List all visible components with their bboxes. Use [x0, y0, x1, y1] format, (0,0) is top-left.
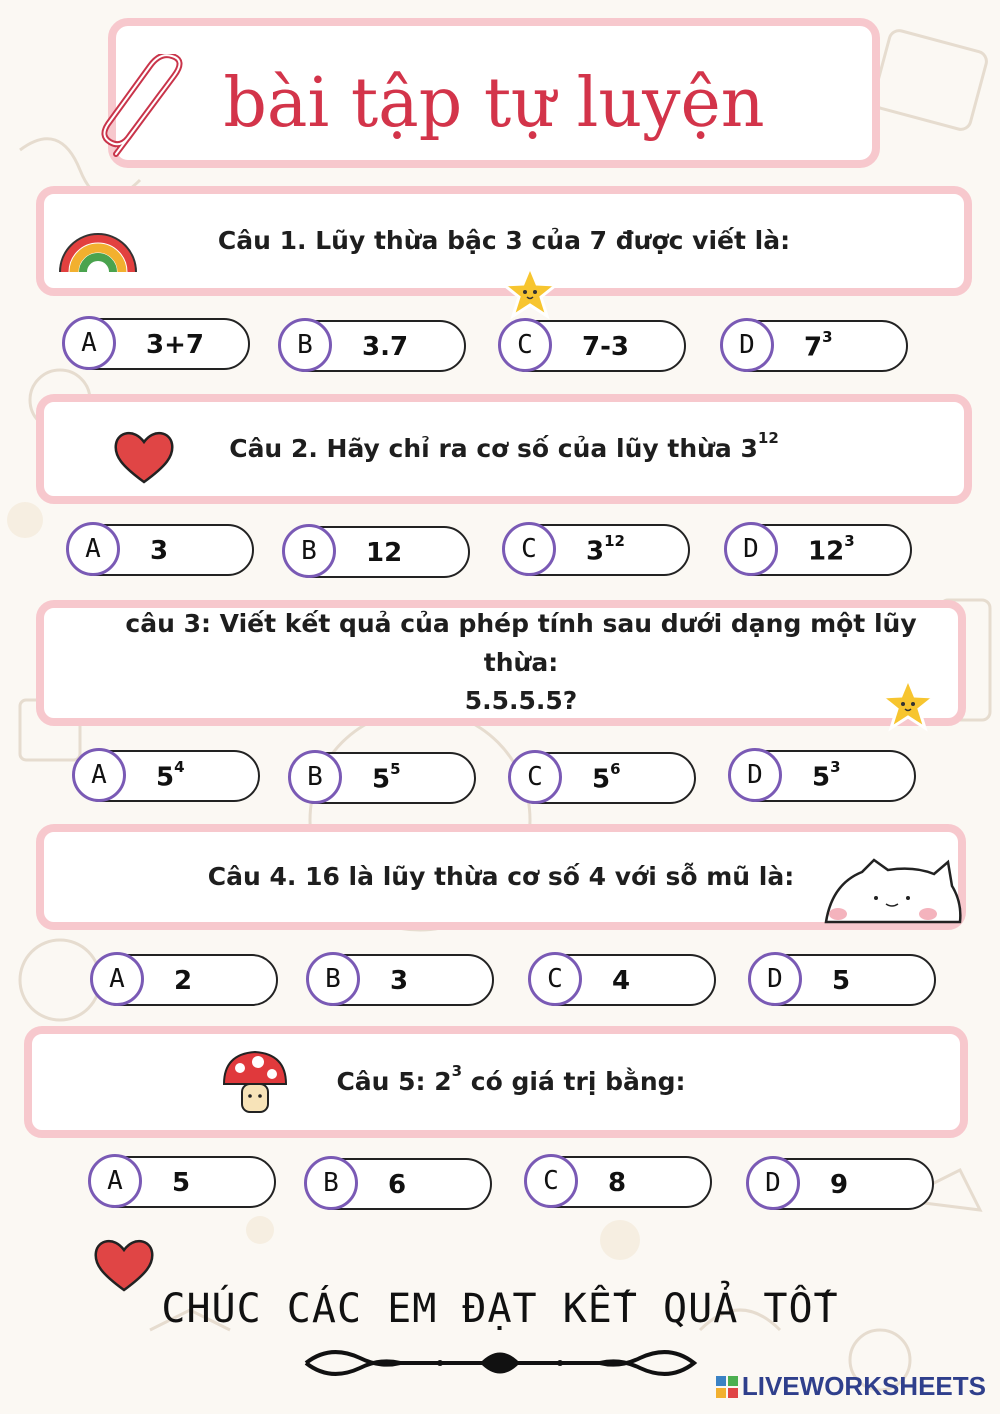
option-answer: 5 [832, 966, 851, 996]
option-letter: D [748, 952, 802, 1006]
option-answer: 12 [366, 538, 403, 568]
question-5-box [24, 1026, 968, 1138]
footer-message: CHÚC CÁC EM ĐẠT KẾT QUẢ TỐT [161, 1286, 839, 1332]
question-2-text: Câu 2. Hãy chỉ ra cơ số của lũy thừa $3^{12}$ [229, 429, 779, 463]
mushroom-icon [220, 1048, 290, 1118]
paperclip-icon [96, 54, 191, 164]
option-answer: 7-3 [582, 332, 629, 362]
option-answer: 4 [612, 966, 631, 996]
option-answer: 6 [388, 1170, 407, 1200]
heart-icon [92, 1236, 156, 1294]
brand-name: LIVEWORKSHEETS [741, 1371, 986, 1401]
question-1-text: Câu 1. Lũy thừa bậc 3 của 7 được viết là: [217, 225, 791, 255]
q4-option-b[interactable] [308, 954, 494, 1006]
option-answer: $5^4$ [156, 758, 185, 793]
q1-option-d[interactable] [722, 320, 908, 372]
q2-option-b[interactable] [284, 526, 470, 578]
option-letter: C [502, 522, 556, 576]
q5-option-b[interactable] [306, 1158, 492, 1210]
option-letter: B [288, 750, 342, 804]
q1-option-c[interactable] [500, 320, 686, 372]
option-letter: A [90, 952, 144, 1006]
option-answer: 3+7 [146, 330, 204, 360]
option-letter: A [66, 522, 120, 576]
q4-option-a[interactable] [92, 954, 278, 1006]
q4-option-d[interactable] [750, 954, 936, 1006]
option-answer: 3 [390, 966, 409, 996]
option-answer: 8 [608, 1168, 627, 1198]
option-letter: D [728, 748, 782, 802]
question-3-box [36, 600, 966, 726]
q2-option-d[interactable] [726, 524, 912, 576]
option-letter: C [524, 1154, 578, 1208]
option-letter: A [88, 1154, 142, 1208]
option-letter: C [498, 318, 552, 372]
q1-option-b[interactable] [280, 320, 466, 372]
title-box [108, 18, 880, 168]
option-answer: 9 [830, 1170, 849, 1200]
option-answer: 5 [172, 1168, 191, 1198]
cat-icon [822, 856, 964, 926]
q5-option-d[interactable] [748, 1158, 934, 1210]
q5-option-c[interactable] [526, 1156, 712, 1208]
q2-option-c[interactable] [504, 524, 690, 576]
q3-option-a[interactable] [74, 750, 260, 802]
q1-option-a[interactable] [64, 318, 250, 370]
option-letter: D [724, 522, 778, 576]
page-title: bài tập tự luyện [223, 64, 765, 143]
option-answer: $3^{12}$ [586, 532, 625, 567]
q3-option-d[interactable] [730, 750, 916, 802]
option-letter: D [720, 318, 774, 372]
question-5-text: Câu 5: $2^3$ có giá trị bằng: [336, 1062, 686, 1096]
question-3-text: câu 3: Viết kết quả của phép tính sau dưới dạng một lũy thừa: 5.5.5.5? [125, 608, 917, 716]
option-letter: D [746, 1156, 800, 1210]
q4-option-c[interactable] [530, 954, 716, 1006]
q2-option-a[interactable] [68, 524, 254, 576]
star-icon [878, 676, 938, 732]
option-letter: C [508, 750, 562, 804]
question-2-box [36, 394, 972, 504]
option-letter: B [278, 318, 332, 372]
option-answer: 3 [150, 536, 169, 566]
liveworksheets-logo [716, 1371, 986, 1402]
heart-icon [112, 428, 176, 486]
option-letter: B [282, 524, 336, 578]
option-answer: $5^3$ [812, 758, 841, 793]
option-answer: 2 [174, 966, 193, 996]
option-answer: $5^6$ [592, 760, 621, 795]
option-letter: A [72, 748, 126, 802]
q3-option-b[interactable] [290, 752, 476, 804]
rainbow-icon [58, 222, 138, 274]
star-icon [500, 264, 560, 320]
option-letter: C [528, 952, 582, 1006]
q5-option-a[interactable] [90, 1156, 276, 1208]
option-letter: B [304, 1156, 358, 1210]
option-answer: $12^3$ [808, 532, 855, 567]
question-4-text: Câu 4. 16 là lũy thừa cơ số 4 với sỗ mũ là: [207, 861, 795, 891]
option-answer: $7^3$ [804, 328, 833, 363]
flourish-divider [300, 1340, 700, 1386]
option-answer: $5^5$ [372, 760, 401, 795]
q3-option-c[interactable] [510, 752, 696, 804]
liveworksheets-logo-icon [716, 1376, 738, 1398]
option-letter: B [306, 952, 360, 1006]
option-answer: 3.7 [362, 332, 409, 362]
option-letter: A [62, 316, 116, 370]
